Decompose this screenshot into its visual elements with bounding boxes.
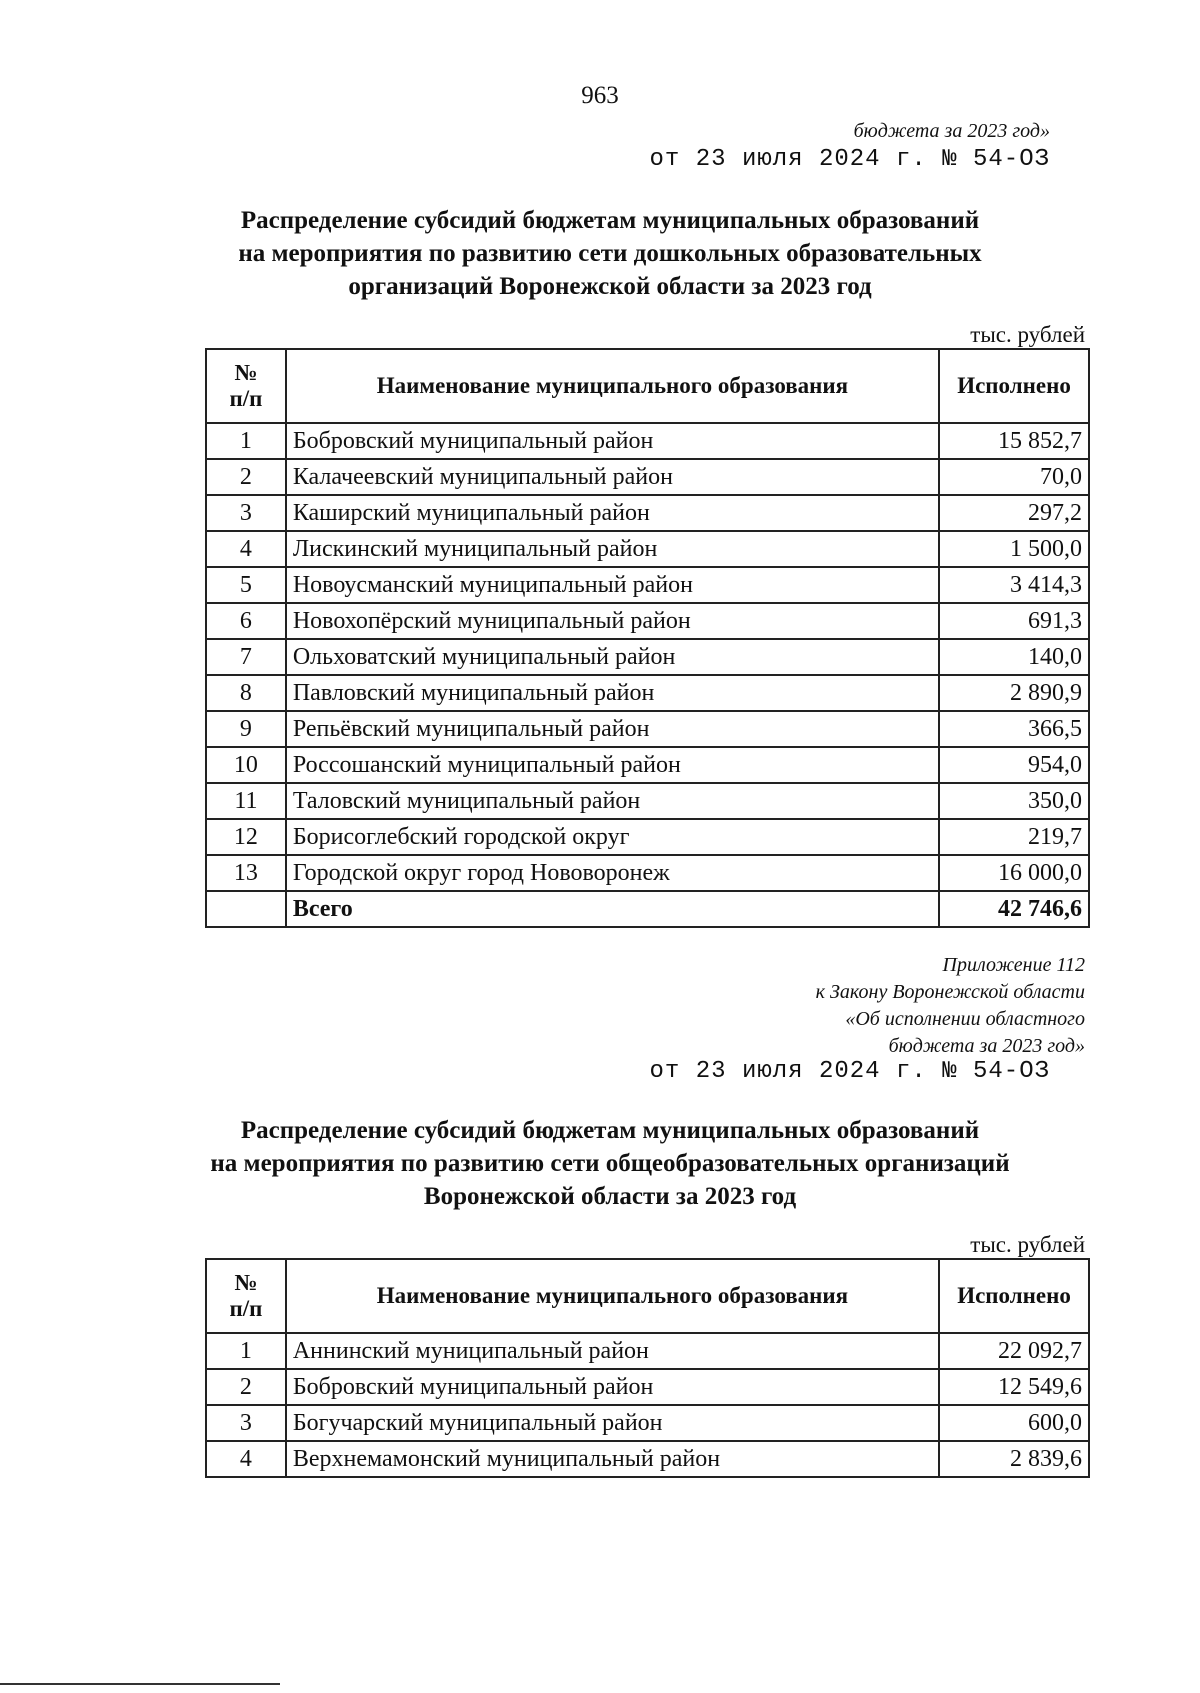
total-row [206, 891, 1089, 927]
appendix-line: Приложение 112 [942, 954, 1085, 976]
section2-units: тыс. рублей [970, 1232, 1085, 1257]
row-number: 2 [206, 1369, 286, 1405]
section1-table [205, 348, 1090, 928]
row-name: Борисоглебский городской округ [286, 819, 939, 855]
section1-title-line: организаций Воронежской области за 2023 год [348, 273, 872, 300]
header-law-reference: от 23 июля 2024 г. № 54-ОЗ [649, 146, 1050, 173]
section2-title [180, 1114, 1040, 1213]
row-number: 6 [206, 603, 286, 639]
row-name: Новоусманский муниципальный район [286, 567, 939, 603]
section1-units: тыс. рублей [970, 322, 1085, 347]
row-name: Ольховатский муниципальный район [286, 639, 939, 675]
row-value: 15 852,7 [939, 423, 1089, 459]
section1-title-line: на мероприятия по развитию сети дошкольных образовательных [238, 240, 982, 267]
table-row [206, 1405, 1089, 1441]
total-label: Всего [286, 891, 939, 927]
table-row [206, 459, 1089, 495]
section2-table [205, 1258, 1090, 1478]
row-name: Богучарский муниципальный район [286, 1405, 939, 1441]
row-name: Бобровский муниципальный район [286, 1369, 939, 1405]
row-value: 219,7 [939, 819, 1089, 855]
row-name: Лискинский муниципальный район [286, 531, 939, 567]
row-value: 70,0 [939, 459, 1089, 495]
row-number: 10 [206, 747, 286, 783]
row-number: 2 [206, 459, 286, 495]
row-name: Городской округ город Нововоронеж [286, 855, 939, 891]
table-row [206, 423, 1089, 459]
row-value: 600,0 [939, 1405, 1089, 1441]
row-value: 12 549,6 [939, 1369, 1089, 1405]
row-value: 2 890,9 [939, 675, 1089, 711]
row-number: 4 [206, 531, 286, 567]
row-name: Таловский муниципальный район [286, 783, 939, 819]
appendix-note [816, 952, 1085, 1060]
row-number: 11 [206, 783, 286, 819]
header-name: Наименование муниципального образования [286, 1259, 939, 1333]
row-number: 5 [206, 567, 286, 603]
row-name: Россошанский муниципальный район [286, 747, 939, 783]
section1-title-line: Распределение субсидий бюджетам муниципальных образований [240, 207, 980, 234]
row-value: 22 092,7 [939, 1333, 1089, 1369]
row-name: Каширский муниципальный район [286, 495, 939, 531]
table-row [206, 675, 1089, 711]
table-row [206, 1333, 1089, 1369]
row-value: 691,3 [939, 603, 1089, 639]
row-name: Аннинский муниципальный район [286, 1333, 939, 1369]
section2-title-line: Воронежской области за 2023 год [423, 1183, 797, 1210]
table-row [206, 531, 1089, 567]
row-value: 3 414,3 [939, 567, 1089, 603]
table-row [206, 1369, 1089, 1405]
section2-title-line: Распределение субсидий бюджетам муниципальных образований [240, 1117, 980, 1144]
row-name: Верхнемамонский муниципальный район [286, 1441, 939, 1477]
table-header-row [206, 1259, 1089, 1333]
row-value: 140,0 [939, 639, 1089, 675]
table-row [206, 495, 1089, 531]
table-row [206, 711, 1089, 747]
row-value: 297,2 [939, 495, 1089, 531]
page-number: 963 [581, 82, 619, 109]
row-number: 4 [206, 1441, 286, 1477]
appendix-law-reference: от 23 июля 2024 г. № 54-ОЗ [649, 1058, 1050, 1085]
row-number: 13 [206, 855, 286, 891]
appendix-line: к Закону Воронежской области [815, 981, 1085, 1003]
row-value: 350,0 [939, 783, 1089, 819]
table-row [206, 819, 1089, 855]
header-value: Исполнено [939, 349, 1089, 423]
footnote-divider [0, 1683, 280, 1685]
header-fragment: бюджета за 2023 год» [853, 120, 1050, 142]
row-value: 2 839,6 [939, 1441, 1089, 1477]
row-value: 954,0 [939, 747, 1089, 783]
row-value: 16 000,0 [939, 855, 1089, 891]
row-number: 3 [206, 495, 286, 531]
table-row [206, 603, 1089, 639]
total-empty-cell [206, 891, 286, 927]
total-value: 42 746,6 [939, 891, 1089, 927]
table-row [206, 783, 1089, 819]
table-row [206, 567, 1089, 603]
row-name: Павловский муниципальный район [286, 675, 939, 711]
section2-title-line: на мероприятия по развитию сети общеобразовательных организаций [210, 1150, 1010, 1177]
appendix-line: «Об исполнении областного [845, 1008, 1085, 1030]
table-row [206, 747, 1089, 783]
row-value: 1 500,0 [939, 531, 1089, 567]
row-number: 9 [206, 711, 286, 747]
row-number: 12 [206, 819, 286, 855]
table-row [206, 855, 1089, 891]
row-number: 3 [206, 1405, 286, 1441]
table-row [206, 1441, 1089, 1477]
header-value: Исполнено [939, 1259, 1089, 1333]
section1-title [180, 204, 1040, 303]
table-header-row [206, 349, 1089, 423]
row-name: Калачеевский муниципальный район [286, 459, 939, 495]
row-number: 7 [206, 639, 286, 675]
header-number: № п/п [206, 349, 286, 423]
row-name: Репьёвский муниципальный район [286, 711, 939, 747]
row-number: 1 [206, 423, 286, 459]
row-name: Бобровский муниципальный район [286, 423, 939, 459]
appendix-line: бюджета за 2023 год» [888, 1035, 1085, 1057]
table-row [206, 639, 1089, 675]
row-number: 1 [206, 1333, 286, 1369]
header-name: Наименование муниципального образования [286, 349, 939, 423]
row-name: Новохопёрский муниципальный район [286, 603, 939, 639]
row-number: 8 [206, 675, 286, 711]
row-value: 366,5 [939, 711, 1089, 747]
header-number: № п/п [206, 1259, 286, 1333]
